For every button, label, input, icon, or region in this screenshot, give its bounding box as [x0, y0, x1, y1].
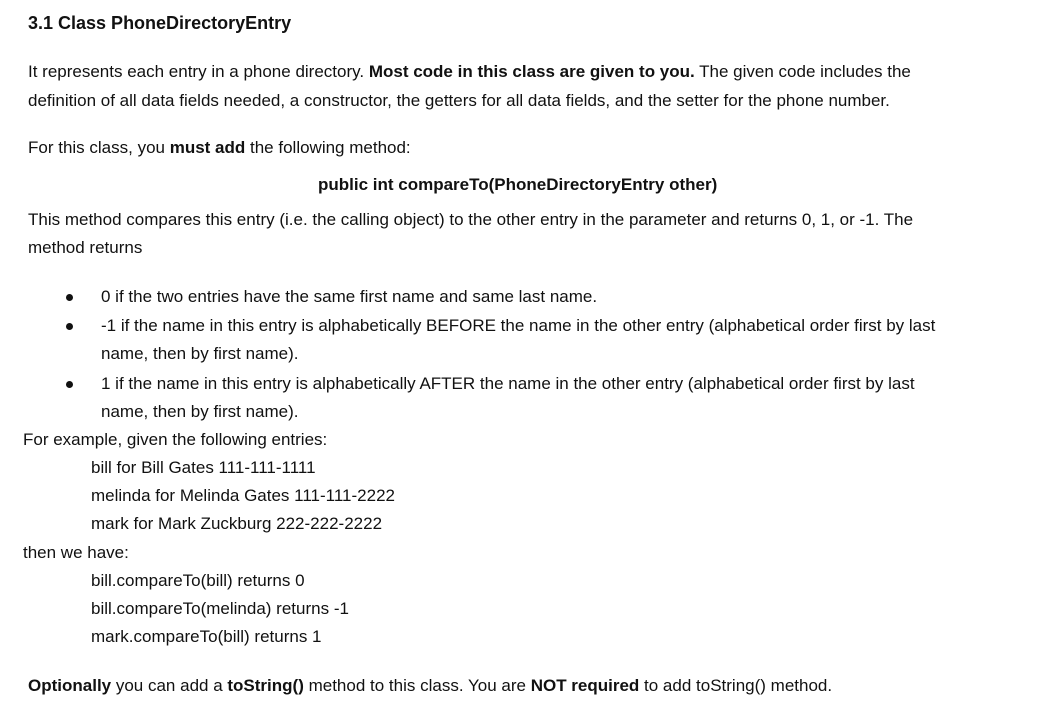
bullet-item-after-line1: 1 if the name in this entry is alphabetically AFTER the name in the other entry (alphabetical order first by last [101, 374, 915, 393]
method-signature: public int compareTo(PhoneDirectoryEntry other) [318, 175, 718, 194]
bullet-dot-icon [66, 294, 73, 301]
example-entry: mark for Mark Zuckburg 222-222-2222 [91, 514, 383, 533]
example-result: bill.compareTo(melinda) returns -1 [91, 599, 349, 618]
example-entry: melinda for Melinda Gates 111-111-2222 [91, 486, 395, 505]
bullet-item-before-line2: name, then by first name). [101, 344, 299, 363]
section-heading: 3.1 Class PhoneDirectoryEntry [28, 13, 292, 33]
bullet-dot-icon [66, 323, 73, 330]
must-add-line: For this class, you must add the following method: [28, 138, 411, 157]
intro-paragraph-line1: It represents each entry in a phone directory. Most code in this class are given to you. The given code includes the [28, 62, 911, 81]
then-line: then we have: [23, 543, 129, 562]
bullet-item-after-line2: name, then by first name). [101, 402, 299, 421]
example-intro: For example, given the following entries: [23, 430, 328, 449]
intro-paragraph-line2: definition of all data fields needed, a constructor, the getters for all data fields, and the setter for the phone number. [28, 91, 890, 110]
bullet-item-equal: 0 if the two entries have the same first name and same last name. [101, 287, 598, 306]
description-line2: method returns [28, 238, 143, 257]
example-result: bill.compareTo(bill) returns 0 [91, 571, 305, 590]
optional-note: Optionally you can add a toString() method to this class. You are NOT required to add toString() method. [28, 676, 833, 695]
example-entry: bill for Bill Gates 111-111-1111 [91, 458, 316, 477]
bullet-dot-icon [66, 381, 73, 388]
bullet-item-before-line1: -1 if the name in this entry is alphabetically BEFORE the name in the other entry (alphabetical order first by last [101, 316, 936, 335]
example-result: mark.compareTo(bill) returns 1 [91, 627, 322, 646]
description-line1: This method compares this entry (i.e. the calling object) to the other entry in the parameter and returns 0, 1, or -1. The [28, 210, 914, 229]
